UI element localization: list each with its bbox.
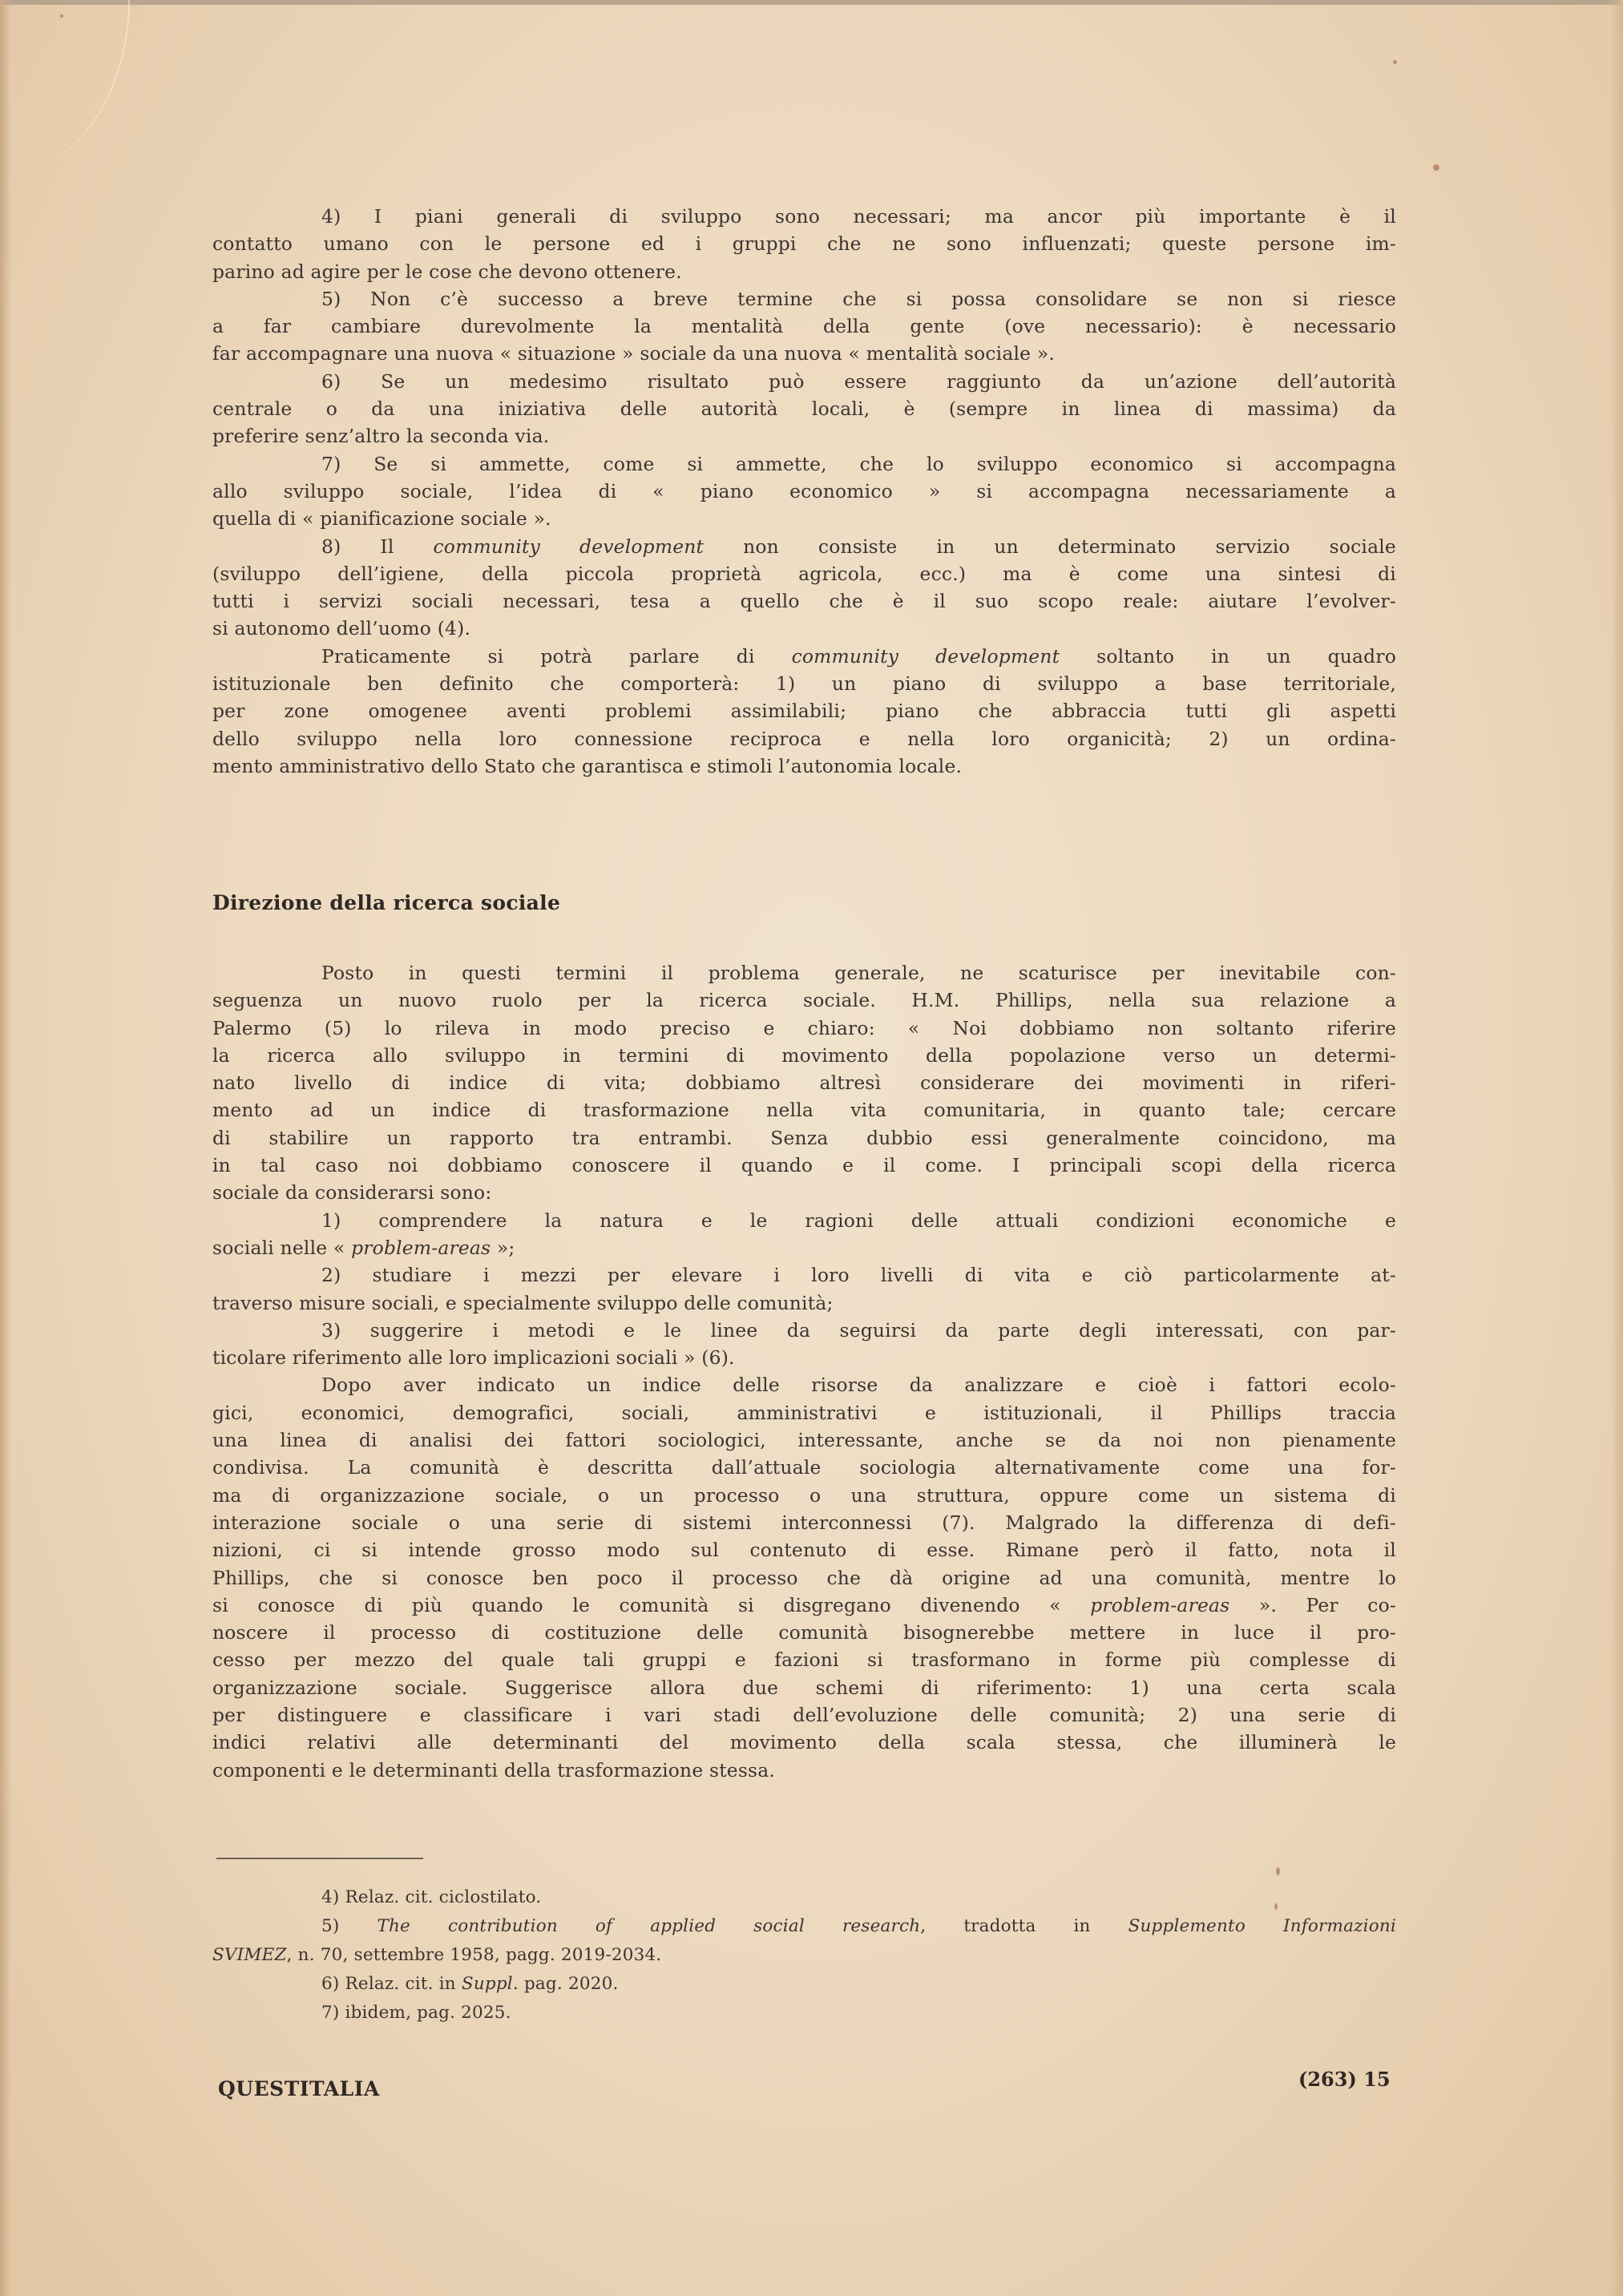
paragraph [212, 1261, 1396, 1317]
text-line: allo sviluppo sociale, l’idea di « piano economico » si accompagna necessariamente a [212, 479, 1396, 502]
paragraph [212, 450, 1396, 533]
text-line: istituzionale ben definito che comporterà: 1) un piano di sviluppo a base territoriale, [212, 672, 1396, 696]
text-line: traverso misure sociali, e specialmente sviluppo delle comunità; [212, 1291, 834, 1314]
text-line: organizzazione sociale. Suggerisce allora due schemi di riferimento: 1) una certa scala [212, 1676, 1396, 1699]
section-research-direction [212, 959, 1396, 1784]
text-line: sociale da considerarsi sono: [212, 1181, 492, 1204]
text-line: una linea di analisi dei fattori sociologici, interessante, anche se da noi non pienamente [212, 1429, 1396, 1452]
paper-stain [60, 14, 63, 18]
paragraph [212, 643, 1396, 780]
paper-stain [1276, 1867, 1280, 1875]
text-line: (sviluppo dell’igiene, della piccola proprietà agricola, ecc.) ma è come una sintesi di [212, 562, 1396, 585]
text-line: contatto umano con le persone ed i gruppi che ne sono influenzati; queste persone im- [212, 232, 1396, 256]
text-line: seguenza un nuovo ruolo per la ricerca sociale. H.M. Phillips, nella sua relazione a [212, 989, 1396, 1012]
text-line: ma di organizzazione sociale, o un processo o una struttura, oppure come un sistema di [212, 1483, 1396, 1507]
section-intro-points [212, 203, 1396, 780]
page-number: (263) 15 [1298, 2068, 1391, 2091]
paragraph [212, 1317, 1396, 1372]
text-line: la ricerca allo sviluppo in termini di movimento della popolazione verso un determi- [212, 1043, 1396, 1067]
text-line: noscere il processo di costituzione delle comunità bisognerebbe mettere in luce il pro- [212, 1621, 1396, 1644]
paper-stain [1433, 164, 1439, 171]
text-line: a far cambiare durevolmente la mentalità della gente (ove necessario): è necessario [212, 315, 1396, 338]
paper-stain [1393, 60, 1397, 64]
text-line: 5) Non c’è successo a breve termine che si possa consolidare se non si riesce [321, 287, 1396, 310]
journal-name: QUESTITALIA [218, 2077, 380, 2100]
text-line: 7) ibidem, pag. 2025. [321, 2003, 511, 2023]
text-line: per distinguere e classificare i vari stadi dell’evoluzione delle comunità; 2) una serie di [212, 1704, 1396, 1727]
text-line: far accompagnare una nuova « situazione » sociale da una nuova « mentalità sociale ». [212, 342, 1055, 365]
text-line: per zone omogenee aventi problemi assimilabili; piano che abbraccia tutti gli aspetti [212, 700, 1396, 723]
text-line: ticolare riferimento alle loro implicazioni sociali » (6). [212, 1346, 735, 1370]
text-line: 7) Se si ammette, come si ammette, che lo sviluppo economico si accompagna [321, 452, 1396, 475]
paragraph [212, 1883, 1396, 1912]
paragraph [212, 368, 1396, 450]
text-line: 4) I piani generali di sviluppo sono necessari; ma ancor più importante è il [321, 205, 1396, 228]
paragraph [212, 203, 1396, 285]
paragraph [212, 1207, 1396, 1262]
paragraph [212, 959, 1396, 1207]
text-line: SVIMEZ, n. 70, settembre 1958, pagg. 2019-2034. [212, 1945, 662, 1965]
text-line: componenti e le determinanti della trasformazione stessa. [212, 1758, 776, 1782]
text-line: si conosce di più quando le comunità si disgregano divenendo « problem-areas ». Per co- [212, 1593, 1396, 1616]
paragraph [212, 1912, 1396, 1970]
page-top-edge [0, 0, 1623, 5]
text-line: mento amministrativo dello Stato che garantisca e stimoli l’autonomia locale. [212, 754, 963, 777]
text-line: Praticamente si potrà parlare di community development soltanto in un quadro [321, 644, 1396, 668]
paper-crease [0, 0, 130, 176]
paragraph [212, 1371, 1396, 1783]
text-line: preferire senz’altro la seconda via. [212, 425, 550, 448]
text-line: dello sviluppo nella loro connessione reciproca e nella loro organicità; 2) un ordina- [212, 727, 1396, 750]
paragraph [212, 1999, 1396, 2028]
text-line: indici relativi alle determinanti del movimento della scala stessa, che illuminerà le [212, 1731, 1396, 1754]
paragraph [212, 1970, 1396, 1999]
text-line: nizioni, ci si intende grosso modo sul contenuto di esse. Rimane però il fatto, nota il [212, 1539, 1396, 1562]
footnotes [212, 1883, 1396, 2028]
text-line: mento ad un indice di trasformazione nella vita comunitaria, in quanto tale; cercare [212, 1099, 1396, 1122]
text-line: 8) Il community development non consiste in un determinato servizio sociale [321, 535, 1396, 558]
text-line: in tal caso noi dobbiamo conoscere il quando e il come. I principali scopi della ricerca [212, 1154, 1396, 1177]
section-heading: Direzione della ricerca sociale [212, 891, 561, 914]
text-line: Palermo (5) lo rileva in modo preciso e chiaro: « Noi dobbiamo non soltanto riferire [212, 1016, 1396, 1039]
text-line: si autonomo dell’uomo (4). [212, 617, 471, 640]
text-line: 2) studiare i mezzi per elevare i loro livelli di vita e ciò particolarmente at- [321, 1264, 1396, 1287]
text-line: quella di « pianificazione sociale ». [212, 507, 551, 531]
text-line: Phillips, che si conosce ben poco il processo che dà origine ad una comunità, mentre lo [212, 1566, 1396, 1589]
footnote-separator [216, 1858, 423, 1859]
text-line: Dopo aver indicato un indice delle risorse da analizzare e cioè i fattori ecolo- [321, 1374, 1396, 1397]
page-left-edge [0, 0, 11, 2296]
paragraph [212, 285, 1396, 368]
text-line: cesso per mezzo del quale tali gruppi e fazioni si trasformano in forme più complesse di [212, 1648, 1396, 1672]
text-line: interazione sociale o una serie di sistemi interconnessi (7). Malgrado la differenza di defi- [212, 1511, 1396, 1534]
text-line: 1) comprendere la natura e le ragioni delle attuali condizioni economiche e [321, 1209, 1396, 1232]
text-line: gici, economici, demografici, sociali, amministrativi e istituzionali, il Phillips traccia [212, 1401, 1396, 1424]
paragraph [212, 533, 1396, 643]
text-line: tutti i servizi sociali necessari, tesa a quello che è il suo scopo reale: aiutare l’evolver- [212, 590, 1396, 613]
text-line: 4) Relaz. cit. ciclostilato. [321, 1887, 542, 1907]
text-line: 6) Relaz. cit. in Suppl. pag. 2020. [321, 1974, 619, 1994]
text-line: Posto in questi termini il problema generale, ne scaturisce per inevitabile con- [321, 962, 1396, 984]
text-line: centrale o da una iniziativa delle autorità locali, è (sempre in linea di massima) da [212, 397, 1396, 421]
text-line: sociali nelle « problem-areas »; [212, 1236, 515, 1259]
text-line: nato livello di indice di vita; dobbiamo altresì considerare dei movimenti in riferi- [212, 1071, 1396, 1095]
text-line: di stabilire un rapporto tra entrambi. Senza dubbio essi generalmente coincidono, ma [212, 1126, 1396, 1149]
text-line: 5) The contribution of applied social research, tradotta in Supplemento Informazioni [321, 1916, 1396, 1936]
page-right-edge [1610, 0, 1623, 2296]
text-line: condivisa. La comunità è descritta dall’attuale sociologia alternativamente come una for- [212, 1456, 1396, 1479]
text-line: 6) Se un medesimo risultato può essere raggiunto da un’azione dell’autorità [321, 369, 1396, 393]
text-line: parino ad agire per le cose che devono ottenere. [212, 260, 682, 283]
text-line: 3) suggerire i metodi e le linee da seguirsi da parte degli interessati, con par- [321, 1318, 1396, 1342]
